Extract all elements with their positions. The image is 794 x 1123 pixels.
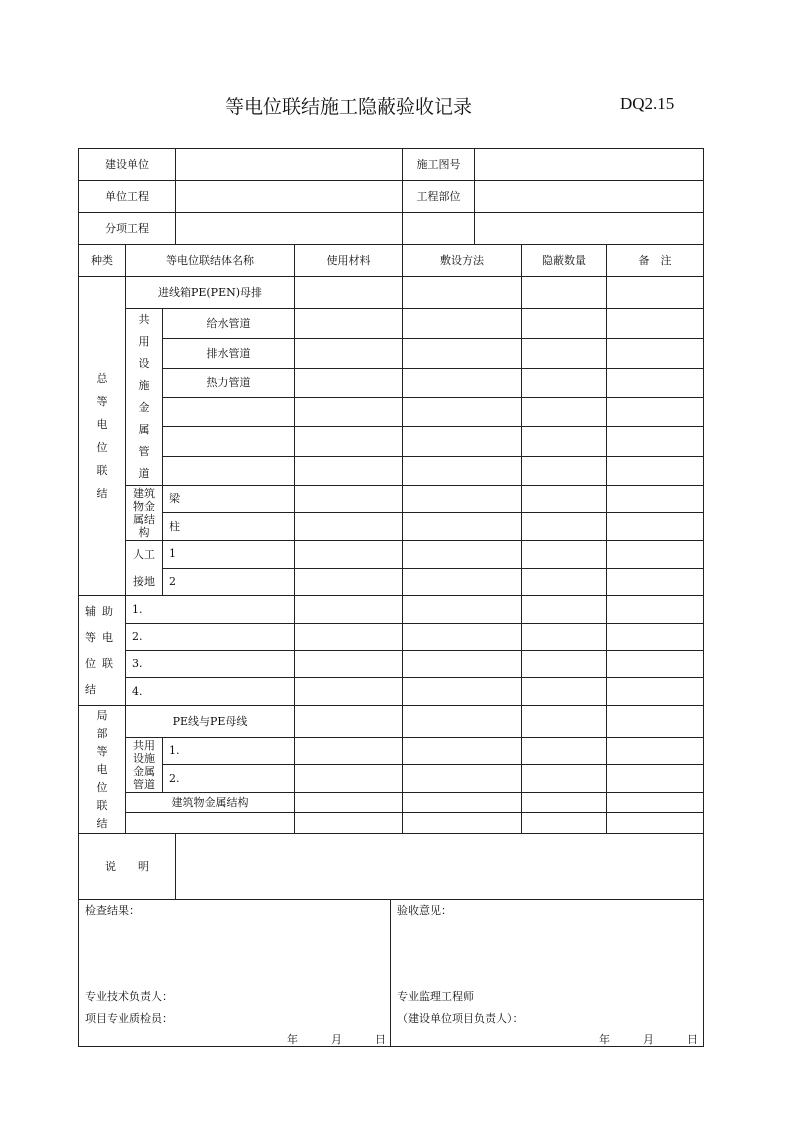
cell[interactable]	[522, 678, 607, 706]
owner-label: （建设单位项目负责人）：	[397, 1012, 524, 1025]
local-shared-pipes-label: 共用设施金属管道	[126, 738, 163, 793]
cell[interactable]	[607, 513, 704, 541]
cell[interactable]	[403, 427, 522, 456]
field-project-part[interactable]	[475, 181, 704, 213]
header-quantity: 隐蔽数量	[522, 245, 607, 277]
cell[interactable]	[295, 398, 403, 427]
cell[interactable]	[607, 596, 704, 624]
cell[interactable]	[403, 793, 522, 813]
row-column: 柱	[163, 513, 295, 541]
field-sub-project[interactable]	[176, 213, 403, 245]
label-drawing-no: 施工图号	[403, 149, 475, 181]
cell[interactable]	[522, 368, 607, 397]
cell[interactable]	[163, 456, 295, 485]
cell[interactable]	[295, 765, 403, 793]
check-date: 年 月 日	[287, 1033, 386, 1046]
cell[interactable]	[295, 541, 403, 569]
cell[interactable]	[403, 309, 522, 339]
check-result-label: 检查结果：	[85, 904, 140, 917]
supervisor-label: 专业监理工程师	[397, 990, 474, 1003]
local-bonding-label: 局部等电位联结	[79, 706, 126, 834]
cell[interactable]	[522, 624, 607, 651]
field-blank[interactable]	[403, 213, 475, 245]
acceptance-opinion-label: 验收意见：	[397, 904, 452, 917]
cell[interactable]	[607, 793, 704, 813]
cell[interactable]	[522, 456, 607, 485]
cell[interactable]	[295, 651, 403, 678]
cell[interactable]	[403, 568, 522, 596]
cell[interactable]	[522, 706, 607, 738]
main-bonding-label: 总等电位联结	[79, 277, 126, 596]
label-project-part: 工程部位	[403, 181, 475, 213]
cell[interactable]	[607, 456, 704, 485]
cell[interactable]	[522, 277, 607, 309]
cell[interactable]	[522, 738, 607, 765]
qc-label: 项目专业质检员：	[85, 1012, 173, 1025]
label-unit-project: 单位工程	[79, 181, 176, 213]
label-sub-project: 分项工程	[79, 213, 176, 245]
cell[interactable]	[126, 813, 295, 834]
field-construction-unit[interactable]	[176, 149, 403, 181]
cell[interactable]	[403, 706, 522, 738]
acceptance-panel[interactable]	[391, 900, 703, 1046]
field-unit-project[interactable]	[176, 181, 403, 213]
cell[interactable]	[403, 651, 522, 678]
cell[interactable]	[522, 427, 607, 456]
cell[interactable]	[403, 277, 522, 309]
document-title: 等电位联结施工隐蔽验收记录	[225, 96, 473, 118]
cell[interactable]	[522, 513, 607, 541]
row-local: 1.	[163, 738, 295, 765]
header-method: 敷设方法	[403, 245, 522, 277]
cell[interactable]	[403, 813, 522, 834]
cell[interactable]	[607, 541, 704, 569]
row-pipe: 排水管道	[163, 339, 295, 368]
cell[interactable]	[295, 486, 403, 513]
cell[interactable]	[607, 427, 704, 456]
cell[interactable]	[607, 309, 704, 339]
row-aux: 4.	[126, 678, 295, 706]
cell[interactable]	[403, 513, 522, 541]
cell[interactable]	[403, 624, 522, 651]
cell[interactable]	[403, 368, 522, 397]
cell[interactable]	[403, 339, 522, 368]
cell[interactable]	[403, 541, 522, 569]
cell[interactable]	[607, 368, 704, 397]
cell[interactable]	[522, 765, 607, 793]
cell[interactable]	[607, 568, 704, 596]
cell[interactable]	[607, 398, 704, 427]
field-blank[interactable]	[475, 213, 704, 245]
row-beam: 梁	[163, 486, 295, 513]
row-aux: 2.	[126, 624, 295, 651]
cell[interactable]	[607, 339, 704, 368]
note-label: 说 明	[79, 834, 176, 900]
tech-lead-label: 专业技术负责人：	[85, 990, 173, 1003]
row-pipe: 给水管道	[163, 309, 295, 339]
cell[interactable]	[403, 765, 522, 793]
cell[interactable]	[522, 793, 607, 813]
cell[interactable]	[163, 398, 295, 427]
cell[interactable]	[163, 427, 295, 456]
main-building-struct-label: 建筑物金属结构	[126, 486, 163, 541]
cell[interactable]	[295, 277, 403, 309]
cell[interactable]	[403, 738, 522, 765]
header-remark: 备 注	[607, 245, 704, 277]
cell[interactable]	[522, 651, 607, 678]
cell[interactable]	[295, 427, 403, 456]
header-type: 种类	[79, 245, 126, 277]
cell[interactable]	[522, 541, 607, 569]
cell[interactable]	[607, 706, 704, 738]
cell[interactable]	[522, 398, 607, 427]
cell[interactable]	[403, 456, 522, 485]
cell[interactable]	[295, 624, 403, 651]
cell[interactable]	[522, 339, 607, 368]
form-code: DQ2.15	[620, 94, 675, 113]
cell[interactable]	[295, 309, 403, 339]
cell[interactable]	[607, 738, 704, 765]
cell[interactable]	[295, 793, 403, 813]
cell[interactable]	[522, 568, 607, 596]
cell[interactable]	[295, 738, 403, 765]
cell[interactable]	[295, 706, 403, 738]
cell[interactable]	[295, 339, 403, 368]
cell[interactable]	[607, 651, 704, 678]
note-field[interactable]	[176, 834, 704, 900]
record-table	[78, 148, 704, 1047]
cell[interactable]	[607, 624, 704, 651]
row-pipe: 热力管道	[163, 368, 295, 397]
cell[interactable]	[522, 813, 607, 834]
row-ground: 2	[163, 568, 295, 596]
cell[interactable]	[295, 368, 403, 397]
cell[interactable]	[403, 398, 522, 427]
cell[interactable]	[403, 678, 522, 706]
row-aux: 3.	[126, 651, 295, 678]
main-grounding-label: 人工接地	[126, 541, 163, 596]
cell[interactable]	[295, 456, 403, 485]
cell[interactable]	[295, 513, 403, 541]
cell[interactable]	[607, 813, 704, 834]
cell[interactable]	[607, 486, 704, 513]
accept-date: 年 月 日	[599, 1033, 698, 1046]
signoff-section	[79, 900, 704, 1047]
header-material: 使用材料	[295, 245, 403, 277]
row-pe: PE线与PE母线	[126, 706, 295, 738]
field-drawing-no[interactable]	[475, 149, 704, 181]
cell[interactable]	[522, 596, 607, 624]
cell[interactable]	[607, 765, 704, 793]
cell[interactable]	[522, 309, 607, 339]
cell[interactable]	[403, 486, 522, 513]
row-incoming: 进线箱PE(PEN)母排	[126, 277, 295, 309]
row-ground: 1	[163, 541, 295, 569]
cell[interactable]	[295, 678, 403, 706]
check-result-panel[interactable]	[79, 900, 391, 1046]
aux-bonding-label: 辅助等电位联结	[79, 596, 126, 706]
cell[interactable]	[295, 568, 403, 596]
row-aux: 1.	[126, 596, 295, 624]
main-shared-pipes-label: 共用设施金属管道	[126, 309, 163, 486]
cell[interactable]	[607, 277, 704, 309]
cell[interactable]	[607, 678, 704, 706]
cell[interactable]	[403, 596, 522, 624]
row-local: 2.	[163, 765, 295, 793]
row-local-struct: 建筑物金属结构	[126, 793, 295, 813]
header-name: 等电位联结体名称	[126, 245, 295, 277]
cell[interactable]	[295, 596, 403, 624]
cell[interactable]	[295, 813, 403, 834]
cell[interactable]	[522, 486, 607, 513]
label-construction-unit: 建设单位	[79, 149, 176, 181]
